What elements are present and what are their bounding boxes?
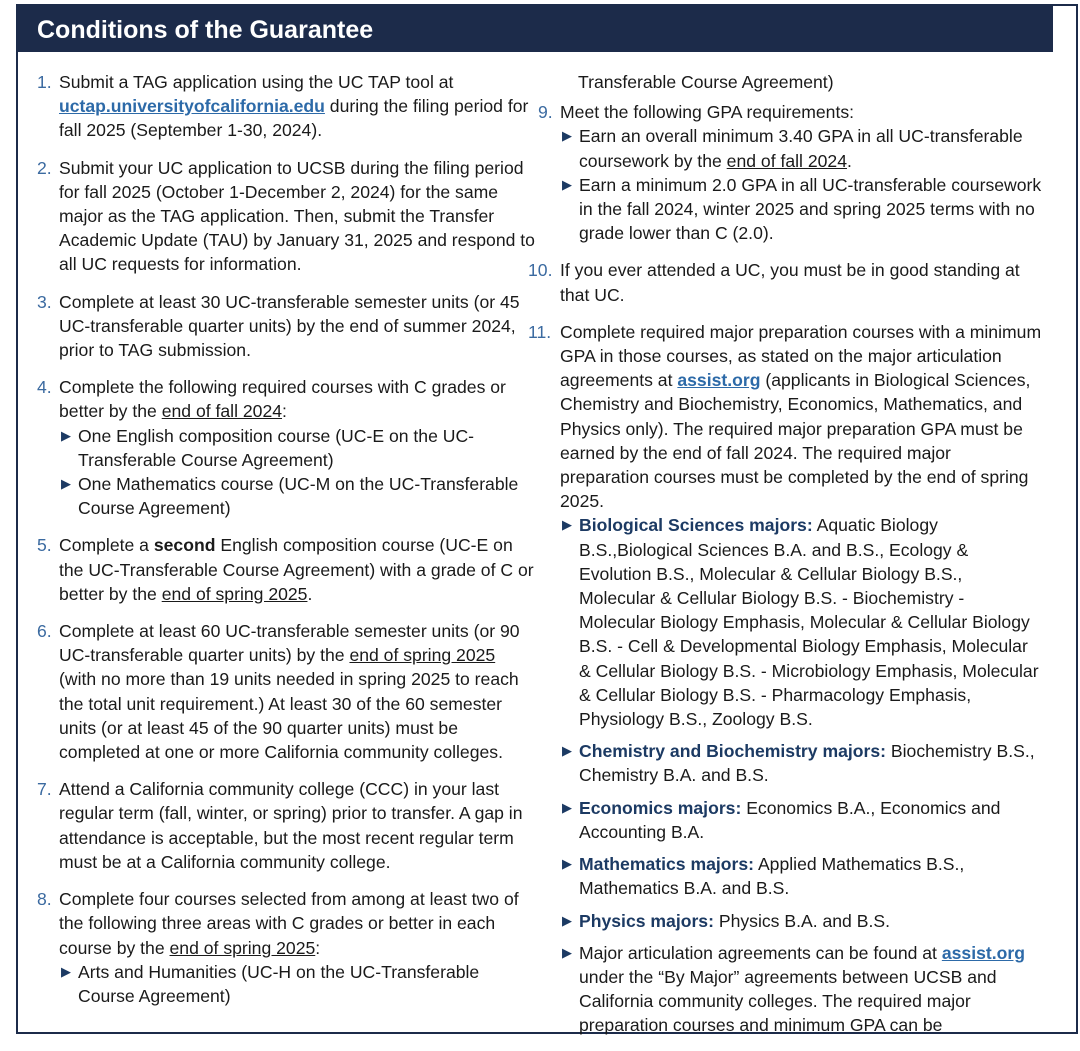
text-run: : <box>282 401 287 422</box>
text-run: . <box>847 150 852 171</box>
text-run: end of spring 2025 <box>161 583 308 604</box>
condition-item <box>37 777 537 874</box>
section-header <box>16 4 1053 52</box>
sub-list <box>560 124 1043 245</box>
condition-text <box>560 258 1043 306</box>
text-run: Major articulation agreements can be found at <box>579 942 942 963</box>
major-category-label: Physics majors: <box>579 910 714 931</box>
text-run: Applied Mathematics B.S., Mathematics B.A. and B.S. <box>579 854 965 899</box>
text-run: One English composition course (UC-E on the UC-Transferable Course Agreement) <box>78 425 475 470</box>
sub-list-item <box>560 513 1043 731</box>
sub-list-text <box>78 472 537 520</box>
condition-number: 5. <box>37 535 52 556</box>
sub-list <box>560 513 1043 1037</box>
text-run: : <box>315 937 321 958</box>
sub-list-text <box>579 852 1043 900</box>
condition-text <box>59 777 537 874</box>
condition-number: 10. <box>528 260 553 281</box>
text-run: Submit your UC application to UCSB during the filing period for fall 2025 (October 1-December 2, 2024) for the same major as the TAG application. Then, submit the Transfer Academic Update (TAU) by January 31, 2025 and respond to all UC requests for information. <box>59 157 535 275</box>
triangle-bullet-icon: ▶ <box>61 963 71 979</box>
sub-list-text <box>579 739 1043 787</box>
assist-link[interactable]: assist.org <box>941 942 1025 963</box>
condition-item <box>528 320 1043 1038</box>
condition-item <box>528 258 1043 306</box>
sub-list-item <box>560 173 1043 246</box>
sub-list-item <box>59 424 537 472</box>
triangle-bullet-icon: ▶ <box>562 944 572 960</box>
condition-text <box>59 619 537 764</box>
triangle-bullet-icon: ▶ <box>562 517 572 533</box>
triangle-bullet-icon: ▶ <box>61 476 71 492</box>
text-run: Complete the following required courses with C grades or better by the <box>59 377 506 422</box>
condition-number: 1. <box>37 72 52 92</box>
text-run: If you ever attended a UC, you must be in good standing at that UC. <box>560 260 1020 305</box>
condition-number: 4. <box>37 377 52 398</box>
major-category-label: Mathematics majors: <box>579 854 755 875</box>
section-title: Conditions of the Guarantee <box>37 16 374 44</box>
text-run: . <box>307 583 313 604</box>
condition-item <box>37 533 537 606</box>
sub-list-text <box>579 796 1043 844</box>
text-run: Complete four courses selected from among at least two of the following three areas with C grades or better in each course by the <box>59 889 519 958</box>
condition-item <box>37 619 537 764</box>
text-run: One Mathematics course (UC-M on the UC-Transferable Course Agreement) <box>78 474 519 519</box>
sub-list-item <box>560 852 1043 900</box>
text-run: Arts and Humanities (UC-H on the UC-Transferable Course Agreement) <box>78 961 480 1006</box>
condition-number: 7. <box>37 779 52 800</box>
triangle-bullet-icon: ▶ <box>562 856 572 872</box>
sub-list-item <box>560 909 1043 933</box>
condition-item <box>37 290 537 363</box>
condition-item <box>37 156 537 277</box>
condition-text <box>59 375 537 423</box>
condition-text <box>560 320 1043 514</box>
condition-number: 8. <box>37 889 52 910</box>
text-run: Complete at least 30 UC-transferable semester units (or 45 UC-transferable quarter units) by the end of summer 2024, prior to TAG submission. <box>59 291 520 361</box>
sub-list-item <box>560 796 1043 844</box>
text-run: Complete at least 60 UC-transferable semester units (or 90 UC-transferable quarter units) by the <box>59 621 520 666</box>
sub-list-item <box>59 472 537 520</box>
sub-list-text <box>579 124 1043 172</box>
condition-text <box>59 70 537 143</box>
triangle-bullet-icon: ▶ <box>562 128 572 144</box>
text-run: Aquatic Biology B.S.,Biological Sciences B.A. and B.S., Ecology & Evolution B.S., Molecular & Cellular Biology B.S., Molecular & Cellular Biology B.S. - Biochemistry - Molecular Biology Emphasis, Molecular & Cellular Biology B.S. - Cell & Developmental Biology Emphasis, Molecular & Cellular Biology B.S. - Microbiology Emphasis, Molecular & Cellular Biology B.S. - Pharmacology Emphasis, Physiology B.S., Zoology B.S. <box>579 515 1039 730</box>
sub-list-text <box>579 173 1043 246</box>
triangle-bullet-icon: ▶ <box>562 176 572 192</box>
right-column <box>528 70 1043 1051</box>
condition-number: 9. <box>538 102 553 123</box>
condition-item <box>37 887 537 1008</box>
text-run: Meet the following GPA requirements: <box>560 102 855 123</box>
condition-number: 3. <box>37 291 52 312</box>
text-run: end of spring 2025 <box>169 937 316 958</box>
condition-number: 11. <box>528 321 552 342</box>
text-run: Submit a TAG application using the UC TAP tool at <box>59 72 454 92</box>
condition-number: 2. <box>37 157 52 178</box>
text-run: during the filing period for fall 2025 (September 1-30, 2024). <box>59 96 529 141</box>
text-run: Earn a minimum 2.0 GPA in all UC-transferable coursework in the fall 2024, winter 2025 and spring 2025 terms with no grade lower than C (2.0). <box>579 174 1042 244</box>
text-run: Attend a California community college (CCC) in your last regular term (fall, winter, or spring) prior to transfer. A gap in attendance is acceptable, but the most recent regular term must be at a California community college. <box>59 779 523 872</box>
major-category-label: Biological Sciences majors: <box>579 515 813 536</box>
text-run: (with no more than 19 units needed in spring 2025 to reach the total unit requirement.) At least 30 of the 60 semester units (or at least 45 of the 90 quarter units) must be completed at one or more California community colleges. <box>59 669 519 763</box>
text-run: end of fall 2024 <box>161 401 283 422</box>
text-run: Physics B.A. and B.S. <box>713 910 890 931</box>
sub-list-item <box>560 739 1043 787</box>
sub-list-text <box>78 424 537 472</box>
text-run: Economics B.A., Economics and Accounting B.A. <box>579 797 1001 842</box>
text-run: Earn an overall minimum 3.40 GPA in all UC-transferable coursework by the <box>579 126 1023 171</box>
condition-text <box>59 290 537 363</box>
text-run: under the “By Major” agreements between UCSB and California community colleges. The required major preparation courses and minimum GPA can be <box>579 966 997 1036</box>
triangle-bullet-icon: ▶ <box>562 743 572 759</box>
text-run: second <box>153 535 216 556</box>
text-run: Complete a <box>59 535 154 556</box>
sub-list-text <box>579 513 1043 731</box>
sub-list-text <box>579 941 1043 1038</box>
condition-text <box>59 156 537 277</box>
sub-list-text <box>579 909 1043 933</box>
triangle-bullet-icon: ▶ <box>61 427 71 443</box>
assist-link[interactable]: assist.org <box>677 370 761 391</box>
text-run: end of spring 2025 <box>349 645 496 666</box>
sub-list-item <box>59 960 537 1008</box>
text-run: end of fall 2024 <box>726 150 847 171</box>
major-category-label: Economics majors: <box>579 797 742 818</box>
triangle-bullet-icon: ▶ <box>562 912 572 928</box>
uctap-link[interactable]: uctap.universityofcalifornia.edu <box>59 96 325 117</box>
left-column <box>37 70 537 1021</box>
sub-list-text <box>78 960 537 1008</box>
condition-item <box>37 375 537 520</box>
text-run: English composition course (UC-E on the UC-Transferable Course Agreement) with a grade of C or better by the <box>59 535 534 604</box>
text-run: (applicants in Biological Sciences, Chemistry and Biochemistry, Economics, Mathematics, and Physics only). The required major preparation GPA must be earned by the end of fall 2024. The required major preparation courses must be completed by the end of spring 2025. <box>560 370 1031 512</box>
condition-item <box>528 100 1043 245</box>
condition-text <box>560 100 1043 124</box>
condition-item <box>37 70 537 143</box>
major-category-label: Chemistry and Biochemistry majors: <box>579 741 887 762</box>
condition-text <box>59 887 537 960</box>
condition-number: 6. <box>37 621 52 642</box>
condition-text <box>59 533 537 606</box>
sub-list <box>59 960 537 1008</box>
text-run: Biochemistry B.S., Chemistry B.A. and B.S. <box>579 741 1035 786</box>
sub-list-item <box>560 124 1043 172</box>
sub-list <box>59 424 537 521</box>
continued-text: Transferable Course Agreement) <box>578 72 834 92</box>
triangle-bullet-icon: ▶ <box>562 799 572 815</box>
text-run: Complete required major preparation courses with a minimum GPA in those courses, as stated on the major articulation agreements at <box>560 321 1042 391</box>
sub-list-item <box>560 941 1043 1038</box>
